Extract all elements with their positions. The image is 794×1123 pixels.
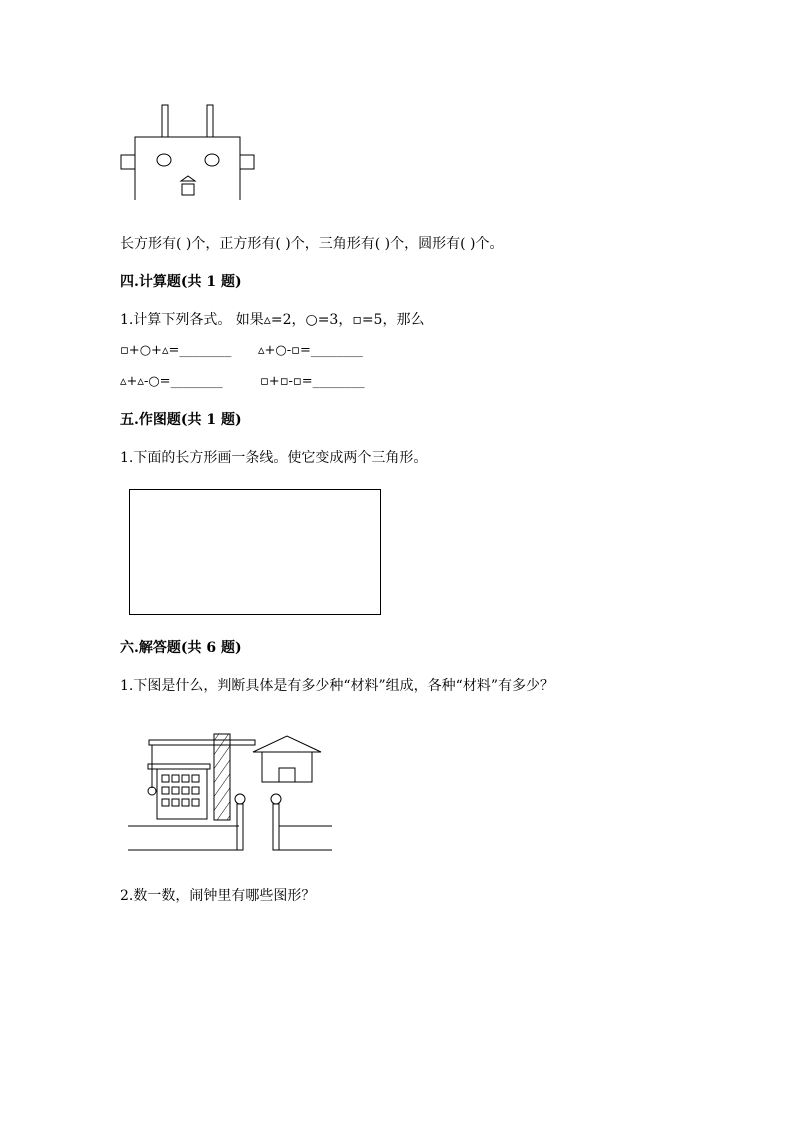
calc-expression-4: ▫+▫-▫=________: [260, 374, 365, 389]
crane-hook: [148, 787, 156, 795]
drawing-rectangle[interactable]: [129, 489, 381, 615]
crane-scene-figure: [125, 728, 340, 858]
robot-eye-right: [205, 154, 219, 166]
draw-question-prompt: 1.下面的长方形画一条线。使它变成两个三角形。: [120, 450, 428, 466]
calc-question-prompt: 1.计算下列各式。 如果▵=2，○=3，▫=5，那么: [120, 312, 425, 328]
gate-post-right: [273, 804, 279, 850]
crane-jib: [149, 740, 255, 745]
robot-ear-right: [240, 155, 254, 169]
crane-tower: [214, 734, 230, 820]
section-6-heading: 六.解答题(共 6 题): [120, 640, 242, 656]
crane-hanger: [148, 764, 210, 769]
house-roof: [253, 736, 321, 752]
robot-nose: [181, 176, 195, 181]
calc-expression-1: ▫+○+▵=________: [120, 343, 232, 358]
shape-count-question: 长方形有( )个，正方形有( )个，三角形有( )个，圆形有( )个。: [120, 236, 504, 252]
robot-ear-left: [121, 155, 135, 169]
section-5-heading: 五.作图题(共 1 题): [120, 412, 242, 428]
clock-question-prompt: 2.数一数，闹钟里有哪些图形？: [120, 888, 316, 904]
robot-head: [135, 137, 240, 200]
section-4-heading: 四.计算题(共 1 题): [120, 274, 242, 290]
gate-post-left: [237, 804, 243, 850]
building-windows: [162, 775, 199, 806]
robot-antenna-left: [162, 105, 168, 137]
house-door: [279, 768, 295, 782]
calc-expression-3: ▵+▵-○=________: [120, 374, 223, 389]
house-body: [262, 752, 312, 782]
robot-antenna-right: [207, 105, 213, 137]
robot-figure: [115, 100, 265, 205]
gate-post-left-knob: [235, 794, 245, 804]
calc-expression-2: ▵+○-▫=________: [258, 343, 363, 358]
robot-eye-left: [157, 154, 171, 166]
materials-question-prompt: 1.下图是什么，判断具体是有多少种“材料”组成，各种“材料”有多少？: [120, 678, 554, 694]
gate-post-right-knob: [271, 794, 281, 804]
robot-mouth: [182, 184, 194, 195]
